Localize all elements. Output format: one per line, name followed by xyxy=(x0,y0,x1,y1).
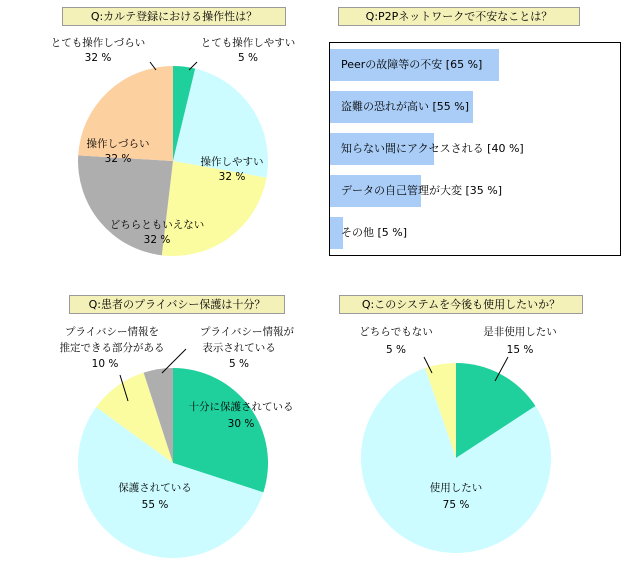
privacy-question: Q:患者のプライバシー保護は十分？ xyxy=(69,295,285,314)
slice-pct: 32 % xyxy=(143,234,171,246)
bar-label: 知らない間にアクセスされる [40 %] xyxy=(341,142,524,155)
privacy-chart-panel xyxy=(0,285,320,577)
continued-use-pie xyxy=(320,285,633,577)
slice-label: プライバシー情報が xyxy=(200,326,294,338)
operability-chart-panel xyxy=(0,0,320,280)
operability-question: Q:カルテ登録における操作性は？ xyxy=(62,7,286,26)
continued-use-chart-panel xyxy=(320,285,633,577)
slice-pct: 55 % xyxy=(141,499,169,511)
slice-pct: 32 % xyxy=(84,52,112,64)
slice-pct: 5 % xyxy=(386,344,406,356)
slice-label: 推定できる部分がある xyxy=(59,342,165,354)
slice-pct: 5 % xyxy=(238,52,258,64)
p2p-chart-panel xyxy=(320,0,633,280)
privacy-pie xyxy=(0,285,320,577)
slice-label: 操作しやすい xyxy=(200,156,264,168)
bar-label: データの自己管理が大変 [35 %] xyxy=(341,184,503,197)
slice-label: とても操作しやすい xyxy=(200,37,296,49)
bar-label: 盗難の恐れが高い [55 %] xyxy=(341,100,470,113)
bar-label: Peerの故障等の不安 [65 %] xyxy=(341,58,483,71)
continued-use-question: Q:このシステムを今後も使用したいか？ xyxy=(339,295,583,314)
slice-label: 保護されている xyxy=(118,482,192,494)
slice-label: 十分に保護されている xyxy=(188,401,294,413)
slice-label: 操作しづらい xyxy=(86,138,150,150)
slice-pct: 15 % xyxy=(506,344,534,356)
bar-plot-area xyxy=(329,42,621,256)
bar-label: その他 [5 %] xyxy=(341,226,408,239)
slice-pct: 5 % xyxy=(229,358,249,370)
operability-pie xyxy=(0,0,320,280)
slice-label: 表示されている xyxy=(202,342,276,354)
slice-label: どちらでもない xyxy=(359,326,433,338)
slice-pct: 32 % xyxy=(104,153,132,165)
pie-slice xyxy=(162,161,267,256)
slice-label: とても操作しづらい xyxy=(50,37,146,49)
slice-pct: 30 % xyxy=(227,418,255,430)
slice-pct: 10 % xyxy=(91,358,119,370)
slice-label: 使用したい xyxy=(429,482,483,494)
slice-label: プライバシー情報を xyxy=(65,326,159,338)
slice-label: どちらともいえない xyxy=(109,219,205,231)
slice-pct: 75 % xyxy=(442,499,470,511)
slice-label: 是非使用したい xyxy=(483,326,557,338)
slice-pct: 32 % xyxy=(218,171,246,183)
p2p-question: Q:P2Pネットワークで不安なことは？ xyxy=(338,7,580,26)
